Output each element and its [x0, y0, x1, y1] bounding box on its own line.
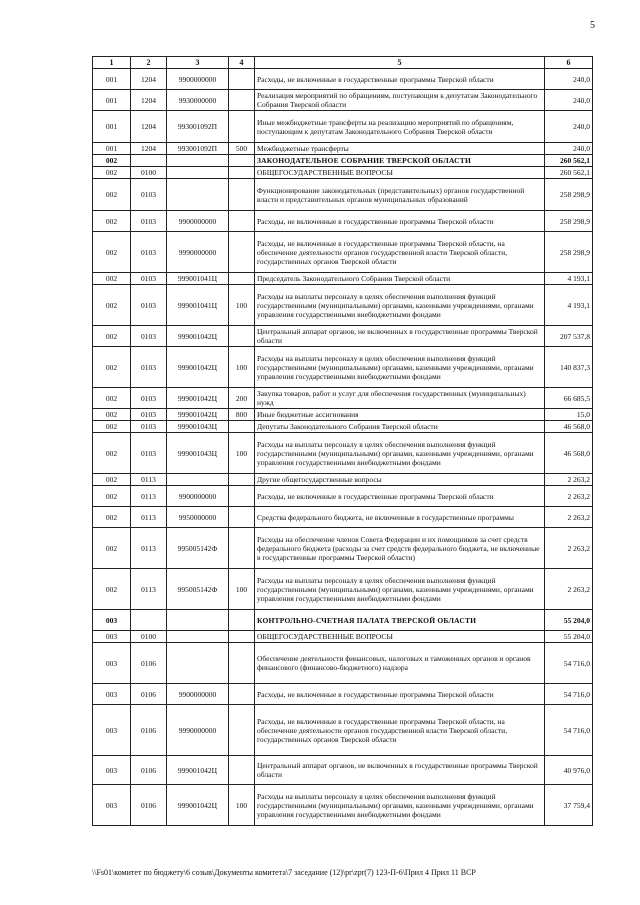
cell-c4: 200 — [229, 388, 255, 409]
cell-c5: Расходы на выплаты персоналу в целях обеспечения выполнения функций государственными (муниципальными) органами, казенными учреждениями, органами управления государственными внебюджетными фондами — [255, 347, 545, 388]
cell-c4 — [229, 155, 255, 167]
cell-c3 — [167, 643, 229, 684]
cell-c4 — [229, 326, 255, 347]
cell-c6: 2 263,2 — [545, 569, 593, 610]
table-row — [93, 631, 593, 643]
cell-c3: 999001042Ц — [167, 756, 229, 785]
cell-c1: 002 — [93, 285, 131, 326]
cell-c5: Функционирование законодательных (представительных) органов государственной власти и представительных органов муниципальных образований — [255, 179, 545, 211]
cell-c3: 9900000000 — [167, 211, 229, 232]
cell-c6: 240,0 — [545, 143, 593, 155]
cell-c6: 4 193,1 — [545, 273, 593, 285]
cell-c4 — [229, 69, 255, 90]
column-header: 1 — [93, 57, 131, 69]
cell-c1: 002 — [93, 433, 131, 474]
cell-c3: 999001042Ц — [167, 785, 229, 826]
table-row — [93, 111, 593, 143]
cell-c3: 9900000000 — [167, 486, 229, 507]
cell-c4: 100 — [229, 285, 255, 326]
table-row — [93, 326, 593, 347]
cell-c1: 003 — [93, 610, 131, 631]
table-row — [93, 486, 593, 507]
cell-c4 — [229, 421, 255, 433]
table-row — [93, 785, 593, 826]
page-number: 5 — [590, 20, 595, 31]
cell-c2: 0106 — [131, 643, 167, 684]
cell-c5: Расходы, не включенные в государственные программы Тверской области — [255, 211, 545, 232]
cell-c1: 003 — [93, 643, 131, 684]
cell-c6: 260 562,1 — [545, 155, 593, 167]
cell-c5: Расходы, не включенные в государственные программы Тверской области — [255, 684, 545, 705]
cell-c3: 995005142Ф — [167, 569, 229, 610]
cell-c5: Центральный аппарат органов, не включенных в государственные программы Тверской области — [255, 326, 545, 347]
cell-c1: 002 — [93, 167, 131, 179]
cell-c6: 258 298,9 — [545, 232, 593, 273]
cell-c6: 240,0 — [545, 90, 593, 111]
cell-c5: Средства федерального бюджета, не включенные в государственные программы — [255, 507, 545, 528]
cell-c6: 4 193,1 — [545, 285, 593, 326]
cell-c1: 003 — [93, 684, 131, 705]
cell-c2: 0103 — [131, 347, 167, 388]
cell-c6: 15,0 — [545, 409, 593, 421]
table-row — [93, 643, 593, 684]
cell-c6: 54 716,0 — [545, 643, 593, 684]
cell-c1: 003 — [93, 631, 131, 643]
cell-c2: 0106 — [131, 684, 167, 705]
budget-table — [92, 56, 593, 826]
cell-c4 — [229, 507, 255, 528]
cell-c4 — [229, 232, 255, 273]
cell-c4 — [229, 111, 255, 143]
table-row — [93, 69, 593, 90]
cell-c4 — [229, 179, 255, 211]
cell-c3: 995005142Ф — [167, 528, 229, 569]
cell-c2: 1204 — [131, 111, 167, 143]
cell-c6: 260 562,1 — [545, 167, 593, 179]
cell-c6: 46 568,0 — [545, 421, 593, 433]
cell-c2: 0113 — [131, 528, 167, 569]
cell-c2: 0100 — [131, 631, 167, 643]
cell-c1: 002 — [93, 232, 131, 273]
table-row — [93, 285, 593, 326]
cell-c5: Расходы на выплаты персоналу в целях обеспечения выполнения функций государственными (муниципальными) органами, казенными учреждениями, органами управления государственными внебюджетными фондами — [255, 569, 545, 610]
table-row — [93, 143, 593, 155]
cell-c1: 001 — [93, 111, 131, 143]
cell-c5: Закупка товаров, работ и услуг для обеспечения государственных (муниципальных) нужд — [255, 388, 545, 409]
table-row — [93, 388, 593, 409]
cell-c6: 54 716,0 — [545, 705, 593, 756]
cell-c6: 40 976,0 — [545, 756, 593, 785]
cell-c1: 002 — [93, 347, 131, 388]
cell-c2: 0103 — [131, 211, 167, 232]
cell-c4 — [229, 631, 255, 643]
cell-c2: 0103 — [131, 285, 167, 326]
cell-c6: 55 204,0 — [545, 631, 593, 643]
cell-c6: 258 298,9 — [545, 179, 593, 211]
cell-c2 — [131, 610, 167, 631]
cell-c3: 993001092П — [167, 143, 229, 155]
cell-c5: КОНТРОЛЬНО-СЧЕТНАЯ ПАЛАТА ТВЕРСКОЙ ОБЛАСТИ — [255, 610, 545, 631]
cell-c5: Центральный аппарат органов, не включенных в государственные программы Тверской области — [255, 756, 545, 785]
cell-c5: Расходы, не включенные в государственные программы Тверской области — [255, 69, 545, 90]
cell-c4 — [229, 486, 255, 507]
cell-c6: 37 759,4 — [545, 785, 593, 826]
cell-c3 — [167, 155, 229, 167]
cell-c6: 258 298,9 — [545, 211, 593, 232]
cell-c4 — [229, 610, 255, 631]
cell-c5: Расходы на выплаты персоналу в целях обеспечения выполнения функций государственными (муниципальными) органами, казенными учреждениями, органами управления государственными внебюджетными фондами — [255, 285, 545, 326]
cell-c2: 0106 — [131, 785, 167, 826]
cell-c2: 1204 — [131, 143, 167, 155]
cell-c3: 9990000000 — [167, 232, 229, 273]
cell-c2: 0103 — [131, 421, 167, 433]
cell-c4: 100 — [229, 785, 255, 826]
table-row — [93, 433, 593, 474]
table-row — [93, 90, 593, 111]
cell-c2: 0106 — [131, 705, 167, 756]
cell-c4 — [229, 474, 255, 486]
cell-c1: 002 — [93, 486, 131, 507]
cell-c5: ОБЩЕГОСУДАРСТВЕННЫЕ ВОПРОСЫ — [255, 631, 545, 643]
table-row — [93, 474, 593, 486]
column-header: 5 — [255, 57, 545, 69]
cell-c4: 100 — [229, 569, 255, 610]
cell-c1: 002 — [93, 409, 131, 421]
cell-c3 — [167, 474, 229, 486]
cell-c6: 2 263,2 — [545, 474, 593, 486]
table-row — [93, 756, 593, 785]
cell-c3: 993001092П — [167, 111, 229, 143]
cell-c5: Депутаты Законодательного Собрания Тверской области — [255, 421, 545, 433]
cell-c1: 003 — [93, 756, 131, 785]
cell-c1: 002 — [93, 421, 131, 433]
cell-c5: ОБЩЕГОСУДАРСТВЕННЫЕ ВОПРОСЫ — [255, 167, 545, 179]
cell-c1: 002 — [93, 179, 131, 211]
cell-c5: Расходы на выплаты персоналу в целях обеспечения выполнения функций государственными (муниципальными) органами, казенными учреждениями, органами управления государственными внебюджетными фондами — [255, 433, 545, 474]
table-row — [93, 211, 593, 232]
cell-c6: 140 837,3 — [545, 347, 593, 388]
cell-c6: 240,0 — [545, 111, 593, 143]
cell-c5: ЗАКОНОДАТЕЛЬНОЕ СОБРАНИЕ ТВЕРСКОЙ ОБЛАСТИ — [255, 155, 545, 167]
cell-c3: 9900000000 — [167, 684, 229, 705]
cell-c6: 207 537,8 — [545, 326, 593, 347]
cell-c2: 0103 — [131, 326, 167, 347]
cell-c2: 0113 — [131, 486, 167, 507]
cell-c3 — [167, 631, 229, 643]
cell-c2: 0100 — [131, 167, 167, 179]
cell-c4: 800 — [229, 409, 255, 421]
cell-c1: 002 — [93, 507, 131, 528]
cell-c5: Иные бюджетные ассигнования — [255, 409, 545, 421]
cell-c3: 9950000000 — [167, 507, 229, 528]
cell-c1: 001 — [93, 69, 131, 90]
table-row — [93, 232, 593, 273]
table-row — [93, 409, 593, 421]
cell-c3: 999001042Ц — [167, 388, 229, 409]
cell-c1: 002 — [93, 273, 131, 285]
cell-c1: 002 — [93, 155, 131, 167]
table-row — [93, 569, 593, 610]
cell-c2: 0113 — [131, 474, 167, 486]
column-header: 2 — [131, 57, 167, 69]
cell-c2: 0103 — [131, 179, 167, 211]
cell-c5: Расходы, не включенные в государственные программы Тверской области — [255, 486, 545, 507]
table-row-organization — [93, 155, 593, 167]
table-row — [93, 273, 593, 285]
cell-c2: 0113 — [131, 569, 167, 610]
cell-c6: 2 263,2 — [545, 507, 593, 528]
table-body — [93, 69, 593, 826]
cell-c2: 0103 — [131, 388, 167, 409]
cell-c1: 003 — [93, 705, 131, 756]
cell-c5: Реализация мероприятий по обращениям, поступающим к депутатам Законодательного Собрания Тверской области — [255, 90, 545, 111]
cell-c4: 100 — [229, 433, 255, 474]
cell-c2 — [131, 155, 167, 167]
cell-c2: 1204 — [131, 69, 167, 90]
cell-c5: Иные межбюджетные трансферты на реализацию мероприятий по обращениям, поступающим к депутатам Законодательного Собрания Тверской области — [255, 111, 545, 143]
column-header: 6 — [545, 57, 593, 69]
cell-c3: 999001042Ц — [167, 326, 229, 347]
cell-c4 — [229, 705, 255, 756]
cell-c1: 002 — [93, 474, 131, 486]
file-path-footer: \\Fs01\комитет по бюджету\6 созыв\Документы комитета\7 заседание (12)\pr\zpr(7) 123-П-6\Прил 4 Прил 11 ВСР — [92, 868, 476, 877]
table-row — [93, 179, 593, 211]
cell-c2: 1204 — [131, 90, 167, 111]
cell-c4: 500 — [229, 143, 255, 155]
cell-c3: 999001042Ц — [167, 347, 229, 388]
table-row — [93, 705, 593, 756]
table-header-row — [93, 57, 593, 69]
cell-c3: 999001043Ц — [167, 433, 229, 474]
cell-c5: Расходы на выплаты персоналу в целях обеспечения выполнения функций государственными (муниципальными) органами, казенными учреждениями, органами управления государственными внебюджетными фондами — [255, 785, 545, 826]
table-row-organization — [93, 610, 593, 631]
cell-c5: Председатель Законодательного Собрания Тверской области — [255, 273, 545, 285]
cell-c5: Обеспечение деятельности финансовых, налоговых и таможенных органов и органов финансового (финансово-бюджетного) надзора — [255, 643, 545, 684]
cell-c4 — [229, 167, 255, 179]
cell-c4 — [229, 211, 255, 232]
cell-c2: 0106 — [131, 756, 167, 785]
cell-c5: Расходы, не включенные в государственные программы Тверской области, на обеспечение деятельности органов государственной власти Тверской области, государственных органов Тверской области — [255, 705, 545, 756]
cell-c6: 54 716,0 — [545, 684, 593, 705]
cell-c4 — [229, 756, 255, 785]
cell-c1: 002 — [93, 528, 131, 569]
table-row — [93, 421, 593, 433]
cell-c1: 002 — [93, 388, 131, 409]
table-row — [93, 684, 593, 705]
cell-c2: 0103 — [131, 232, 167, 273]
cell-c1: 001 — [93, 90, 131, 111]
cell-c3: 9930000000 — [167, 90, 229, 111]
cell-c4 — [229, 643, 255, 684]
cell-c5: Межбюджетные трансферты — [255, 143, 545, 155]
cell-c3 — [167, 167, 229, 179]
cell-c4 — [229, 273, 255, 285]
cell-c2: 0113 — [131, 507, 167, 528]
cell-c6: 46 568,0 — [545, 433, 593, 474]
column-header: 3 — [167, 57, 229, 69]
cell-c5: Расходы на обеспечение членов Совета Федерации и их помощников за счет средств федерального бюджета (расходы за счет средств федерального бюджета, не включенные в государственные программы Тверской области) — [255, 528, 545, 569]
cell-c3: 9900000000 — [167, 69, 229, 90]
cell-c1: 002 — [93, 211, 131, 232]
cell-c3: 999001041Ц — [167, 273, 229, 285]
table-row — [93, 347, 593, 388]
column-header: 4 — [229, 57, 255, 69]
cell-c3: 999001042Ц — [167, 409, 229, 421]
cell-c3 — [167, 179, 229, 211]
cell-c5: Расходы, не включенные в государственные программы Тверской области, на обеспечение деятельности органов государственной власти Тверской области, государственных органов Тверской области — [255, 232, 545, 273]
cell-c4 — [229, 528, 255, 569]
cell-c5: Другие общегосударственные вопросы — [255, 474, 545, 486]
cell-c1: 003 — [93, 785, 131, 826]
cell-c4: 100 — [229, 347, 255, 388]
cell-c1: 001 — [93, 143, 131, 155]
cell-c6: 2 263,2 — [545, 528, 593, 569]
cell-c4 — [229, 684, 255, 705]
cell-c6: 66 685,5 — [545, 388, 593, 409]
table-row — [93, 507, 593, 528]
cell-c6: 2 263,2 — [545, 486, 593, 507]
cell-c2: 0103 — [131, 433, 167, 474]
cell-c1: 002 — [93, 326, 131, 347]
cell-c3: 9990000000 — [167, 705, 229, 756]
cell-c6: 240,0 — [545, 69, 593, 90]
cell-c3: 999001041Ц — [167, 285, 229, 326]
cell-c3: 999001043Ц — [167, 421, 229, 433]
cell-c3 — [167, 610, 229, 631]
cell-c6: 55 204,0 — [545, 610, 593, 631]
cell-c2: 0103 — [131, 409, 167, 421]
table-row — [93, 167, 593, 179]
cell-c1: 002 — [93, 569, 131, 610]
cell-c2: 0103 — [131, 273, 167, 285]
table-row — [93, 528, 593, 569]
cell-c4 — [229, 90, 255, 111]
